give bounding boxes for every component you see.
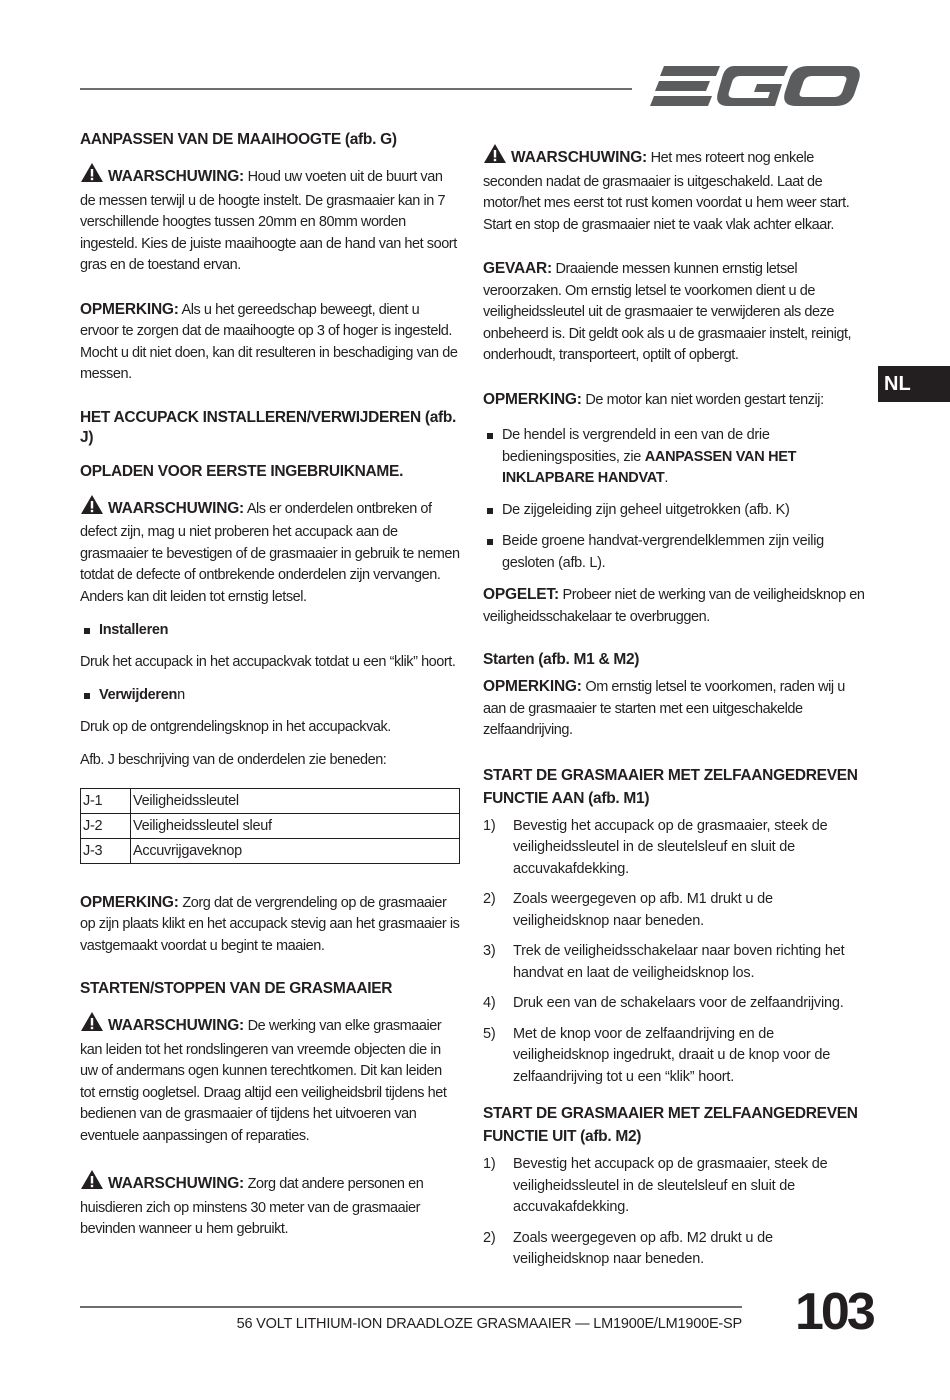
warning-block	[483, 143, 865, 236]
table-row: J-1 Veiligheidssleutel	[81, 788, 460, 813]
left-column	[80, 130, 460, 1253]
warning-triangle-icon	[80, 1169, 104, 1198]
ego-logo	[650, 62, 862, 117]
install-text: Druk het accupack in het accupackvak totdat u een “klik” hoort.	[80, 653, 456, 670]
warning-text: Houd uw voeten uit de buurt van de messen terwijl u de hoogte instelt. De grasmaaier kan in 7 verschillende hoogtes tussen 20mm en 80mm worden ingesteld. Kies de juiste maaihoogte aan de hand van het soort gras en de toestand ervan.	[80, 169, 457, 273]
step-item: 1) Bevestig het accupack op de grasmaaier, steek de veiligheidssleutel in de sleutelsleuf en sluit de accuvakafdekking.	[483, 1156, 828, 1215]
section-heading-m2: START DE GRASMAAIER MET ZELFAANGEDREVEN FUNCTIE UIT (afb. M2)	[483, 1105, 858, 1145]
table-intro: Afb. J beschrijving van de onderdelen zie beneden:	[80, 752, 387, 768]
bullet-square-icon	[487, 539, 493, 545]
section-heading-start-stop: STARTEN/STOPPEN VAN DE GRASMAAIER	[80, 980, 393, 997]
note-block	[80, 892, 460, 958]
warning-label: WAARSCHUWING:	[108, 1175, 245, 1192]
warning-text: Het mes roteert nog enkele seconden nadat de grasmaaier is uitgeschakeld. Laat de motor/het mes eerst tot rust komen voordat u hem weer start. Start en stop de grasmaaier niet te vaak vlak achter elkaar.	[483, 150, 850, 233]
note-block	[483, 389, 865, 412]
warning-text: Als er onderdelen ontbreken of defect zijn, mag u niet proberen het accupack aan de grasmaaier te bevestigen of de grasmaaier in gebruik te nemen totdat de defecte of ontbrekende onderdelen zijn vervangen. Anders kan dit leiden tot ernstig letsel.	[80, 500, 460, 605]
section-heading-battery: HET ACCUPACK INSTALLEREN/VERWIJDEREN (afb. J)	[80, 408, 457, 446]
bullet-square-icon	[487, 508, 493, 514]
warning-text: De werking van elke grasmaaier kan leiden tot het rondslingeren van vreemde objecten die in uw of andermans ogen kunnen terechtkomen. Dit kan leiden tot ernstig oogletsel. Draag altijd een veiligheidsbril tijdens het bedienen van de grasmaaier of tijdens het uitvoeren van eventuele aanpassingen of reparaties.	[80, 1018, 447, 1144]
header-rule	[80, 88, 632, 90]
step-item: 3) Trek de veiligheidsschakelaar naar boven richting het handvat en laat de veiligheidsknop los.	[483, 943, 845, 981]
table-row: J-2 Veiligheidssleutel sleuf	[81, 813, 460, 838]
note-block	[80, 299, 460, 386]
note-text: De motor kan niet worden gestart tenzij:	[585, 391, 824, 408]
note-label: OPMERKING:	[483, 390, 582, 408]
bullet-square-icon	[84, 628, 90, 634]
note-text: Als u het gereedschap beweegt, dient u ervoor te zorgen dat de maaihoogte op 3 of hoger is ingesteld. Mocht u dit niet doen, kan dit resulteren in beschadiging van de messen.	[80, 301, 458, 382]
danger-text: Draaiende messen kunnen ernstig letsel veroorzaken. Om ernstig letsel te voorkomen dient u de veiligheidssleutel uit de grasmaaier te verwijderen als deze onbeheerd is. Dit geldt ook als u de grasmaaier instelt, reinigt, onderhoudt, transporteert, optilt of opbergt.	[483, 261, 852, 363]
warning-triangle-icon	[80, 162, 104, 191]
section-heading-start: Starten (afb. M1 & M2)	[483, 651, 640, 668]
right-column	[483, 143, 865, 1280]
bullet-item: Beide groene handvat-vergrendelklemmen zijn veilig gesloten (afb. L).	[483, 531, 865, 574]
note-block	[483, 676, 865, 742]
parts-table	[80, 788, 460, 864]
bullet-item: De hendel is vergrendeld in een van de drie bedieningsposities, zie AANPASSEN VAN HET INKLAPBARE HANDVAT.	[483, 425, 865, 490]
warning-block	[80, 162, 460, 277]
note-label: OPMERKING:	[80, 893, 179, 911]
step-item: 5) Met de knop voor de zelfaandrijving en de veiligheidsknop ingedrukt, draait u de knop voor de zelfaandrijving tot u een “klik” hoort.	[483, 1025, 831, 1085]
step-item: 2) Zoals weergegeven op afb. M2 drukt u de veiligheidsknop naar beneden.	[483, 1229, 773, 1267]
bullet-item: De zijgeleiding zijn geheel uitgetrokken (afb. K)	[483, 500, 865, 522]
note-label: OPMERKING:	[80, 300, 179, 318]
remove-text: Druk op de ontgrendelingsknop in het accupackvak.	[80, 718, 391, 735]
step-item: 2) Zoals weergegeven op afb. M1 drukt u de veiligheidsknop naar beneden.	[483, 891, 773, 929]
caution-block	[483, 584, 865, 628]
bullet-square-icon	[84, 693, 90, 699]
section-heading-m1: START DE GRASMAAIER MET ZELFAANGEDREVEN FUNCTIE AAN (afb. M1)	[483, 766, 858, 807]
language-tab: NL	[878, 366, 950, 402]
footer-rule	[80, 1306, 742, 1308]
bullet-install: Installeren	[80, 620, 460, 642]
warning-label: WAARSCHUWING:	[108, 168, 245, 185]
note-text: Zorg dat de vergrendeling op de grasmaaier op zijn plaats klikt en het accupack stevig aan het grasmaaier is vastgemaakt voordat u begint te maaien.	[80, 894, 460, 954]
warning-label: WAARSCHUWING:	[108, 1017, 245, 1034]
bullet-remove: Verwijderenn	[80, 685, 460, 707]
warning-triangle-icon	[80, 494, 104, 523]
warning-block	[80, 1169, 460, 1241]
section-heading-cutting-height: AANPASSEN VAN DE MAAIHOOGTE (afb. G)	[80, 131, 397, 148]
warning-triangle-icon	[483, 143, 507, 172]
table-row: J-3 Accuvrijgaveknop	[81, 838, 460, 863]
step-item: 1) Bevestig het accupack op de grasmaaier, steek de veiligheidssleutel in de sleutelsleuf en sluit de accuvakafdekking.	[483, 817, 828, 877]
bullet-square-icon	[487, 433, 493, 439]
warning-label: WAARSCHUWING:	[511, 149, 648, 166]
warning-block	[80, 1011, 460, 1147]
warning-label: WAARSCHUWING:	[108, 499, 245, 517]
warning-text: Zorg dat andere personen en huisdieren zich op minstens 30 meter van de grasmaaier bevinden wanneer u hem gebruikt.	[80, 1176, 424, 1237]
note-text: Om ernstig letsel te voorkomen, raden wij u aan de grasmaaier te starten met een uitgeschakelde zelfaandrijving.	[483, 679, 845, 738]
page-number: 103	[795, 1283, 873, 1341]
section-heading-charging: OPLADEN VOOR EERSTE INGEBRUIKNAME.	[80, 462, 404, 480]
caution-text: Probeer niet de werking van de veiligheidsknop en veiligheidsschakelaar te overbruggen.	[483, 587, 865, 625]
danger-label: GEVAAR:	[483, 260, 552, 277]
caution-label: OPGELET:	[483, 586, 559, 603]
step-item: 4) Druk een van de schakelaars voor de zelfaandrijving.	[483, 995, 844, 1011]
warning-triangle-icon	[80, 1011, 104, 1040]
note-label: OPMERKING:	[483, 678, 582, 695]
danger-block	[483, 258, 865, 367]
warning-block	[80, 494, 460, 609]
footer-title: 56 VOLT LITHIUM-ION DRAADLOZE GRASMAAIER — LM1900E/LM1900E-SP	[236, 1316, 742, 1332]
